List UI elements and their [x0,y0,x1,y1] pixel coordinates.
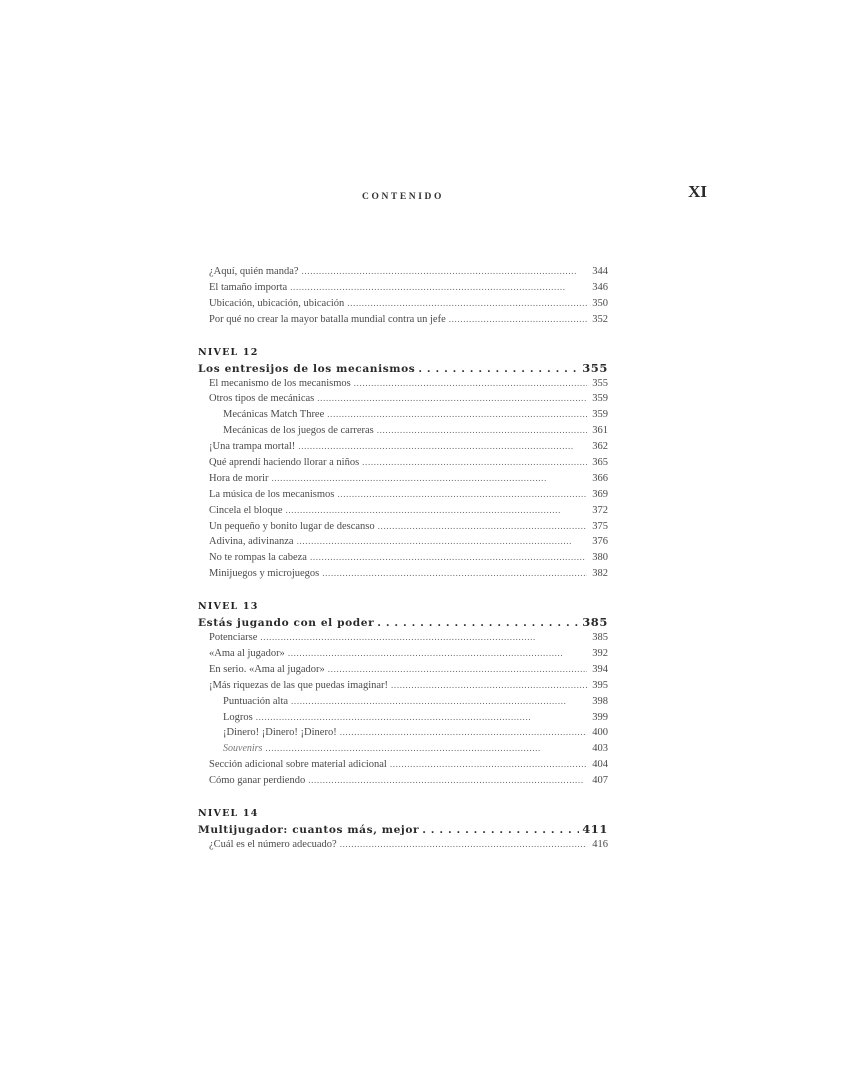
dot-leader [302,264,587,280]
toc-entry[interactable] [198,439,608,455]
entry-title: Logros [223,711,253,723]
toc-subentry[interactable] [198,725,608,741]
level-label: NIVEL 14 [198,808,259,820]
entry-page: 399 [592,711,608,723]
entry-title: Adivina, adivinanza [209,536,294,548]
entry-title: Cincela el bloque [209,504,283,516]
toc-entry[interactable] [198,534,608,550]
toc-entry[interactable] [198,678,608,694]
entry-page: 361 [592,425,608,437]
dot-leader [340,725,587,741]
entry-title: Por qué no crear la mayor batalla mundial contra un jefe [209,313,446,325]
level-label: NIVEL 13 [198,601,259,613]
entry-title: Mecánicas de los juegos de carreras [223,425,374,437]
entry-title: Un pequeño y bonito lugar de descanso [209,520,375,532]
dot-leader [271,471,587,487]
toc-entry[interactable] [198,630,608,646]
dot-leader [290,280,587,296]
entry-page: 355 [592,377,608,389]
entry-page: 400 [592,727,608,739]
dot-leader [422,822,579,838]
dot-leader [377,615,579,631]
dot-leader [337,487,587,503]
entry-title: Souvenirs [223,743,263,755]
entry-title: Potenciarse [209,632,258,644]
entry-page: 392 [592,648,608,660]
dot-leader [297,534,587,550]
dot-leader [260,630,587,646]
dot-leader [327,407,587,423]
entry-page: 344 [592,266,608,277]
entry-page: 359 [592,393,608,405]
toc-entry[interactable] [198,296,608,312]
entry-page: 394 [592,663,608,675]
entry-title: Puntuación alta [223,695,289,707]
level-group-13 [198,601,608,789]
entry-title: En serio. «Ama al jugador» [209,663,325,675]
entry-page: 380 [592,552,608,564]
entry-title: Ubicación, ubicación, ubicación [209,297,345,309]
dot-leader [377,423,587,439]
toc-entry[interactable] [198,519,608,535]
chapter-title-row[interactable] [198,360,608,376]
toc-entry[interactable] [198,455,608,471]
chapter-page: 411 [582,822,608,837]
dot-leader [340,837,587,853]
toc-entry[interactable] [198,837,608,853]
toc-entry[interactable] [198,391,608,407]
entry-page: 362 [592,441,608,453]
chapter-title: Estás jugando con el poder [198,617,375,630]
toc-entry[interactable] [198,471,608,487]
dot-leader [322,566,587,582]
toc-subentry[interactable] [198,423,608,439]
entry-page: 376 [592,536,608,548]
dot-leader [256,710,587,726]
toc-subentry[interactable] [198,710,608,726]
entry-page: 395 [592,679,608,691]
dot-leader [390,757,587,773]
dot-leader [362,455,587,471]
dot-leader [298,439,587,455]
toc-entry[interactable] [198,550,608,566]
entry-title: Minijuegos y microjuegos [209,568,320,580]
toc-entry[interactable] [198,503,608,519]
entry-title: ¿Aquí, quién manda? [209,266,299,277]
entry-title: No te rompas la cabeza [209,552,307,564]
toc-subentry[interactable] [198,407,608,423]
toc-entry[interactable] [198,646,608,662]
toc-entry[interactable] [198,662,608,678]
entry-page: 385 [592,632,608,644]
toc-entry[interactable] [198,566,608,582]
entry-title: Otros tipos de mecánicas [209,393,315,405]
dot-leader [347,296,587,312]
entry-page: 375 [592,520,608,532]
dot-leader [391,678,587,694]
entry-title: ¡Dinero! ¡Dinero! ¡Dinero! [223,727,337,739]
entry-title: ¡Más riquezas de las que puedas imaginar! [209,679,389,691]
entry-title: Hora de morir [209,472,269,484]
dot-leader [308,773,587,789]
dot-leader [354,376,587,392]
entry-title: ¡Una trampa mortal! [209,441,296,453]
entry-page: 359 [592,409,608,421]
dot-leader [317,391,587,407]
entry-title: Cómo ganar perdiendo [209,775,306,787]
chapter-title: Los entresijos de los mecanismos [198,362,416,375]
entry-page: 372 [592,504,608,516]
entry-page: 350 [592,297,608,309]
entry-title: «Ama al jugador» [209,648,285,660]
entry-title: Mecánicas Match Three [223,409,325,421]
toc-entry[interactable] [198,376,608,392]
continuation-group [198,264,608,328]
entry-page: 403 [592,743,608,755]
entry-page: 366 [592,472,608,484]
entry-page: 404 [592,759,608,771]
dot-leader [265,741,587,757]
entry-page: 352 [592,313,608,325]
entry-page: 369 [592,488,608,500]
entry-title: La música de los mecanismos [209,488,335,500]
toc-subentry[interactable] [198,694,608,710]
chapter-page: 385 [582,615,608,630]
chapter-title: Multijugador: cuantos más, mejor [198,824,420,837]
dot-leader [328,662,587,678]
level-label: NIVEL 12 [198,346,259,358]
toc-entry[interactable] [198,280,608,296]
entry-title: Qué aprendí haciendo llorar a niños [209,457,360,469]
page-number: XI [688,182,707,201]
dot-leader [378,519,587,535]
toc-entry[interactable] [198,773,608,789]
dot-leader [310,550,587,566]
entry-page: 382 [592,568,608,580]
chapter-page: 355 [582,360,608,375]
entry-title: Sección adicional sobre material adicional [209,759,387,771]
chapter-title-row[interactable] [198,614,608,630]
chapter-title-row[interactable] [198,821,608,837]
entry-page: 365 [592,457,608,469]
entry-page: 398 [592,695,608,707]
entry-page: 407 [592,775,608,787]
running-head: CONTENIDO [362,192,444,202]
toc-entry[interactable] [198,487,608,503]
entry-title: El tamaño importa [209,281,288,293]
entry-title: ¿Cuál es el número adecuado? [209,839,337,851]
dot-leader [418,361,579,377]
entry-page: 346 [592,281,608,293]
toc-entry[interactable] [198,312,608,328]
toc-entry[interactable] [198,757,608,773]
dot-leader [288,646,587,662]
table-of-contents [198,264,608,872]
entry-page: 416 [592,839,608,851]
level-group-14 [198,808,608,853]
toc-subentry[interactable] [198,741,608,757]
level-group-12 [198,347,608,583]
toc-entry[interactable] [198,264,608,280]
dot-leader [291,694,587,710]
dot-leader [285,503,587,519]
entry-title: El mecanismo de los mecanismos [209,377,351,389]
dot-leader [449,312,587,328]
